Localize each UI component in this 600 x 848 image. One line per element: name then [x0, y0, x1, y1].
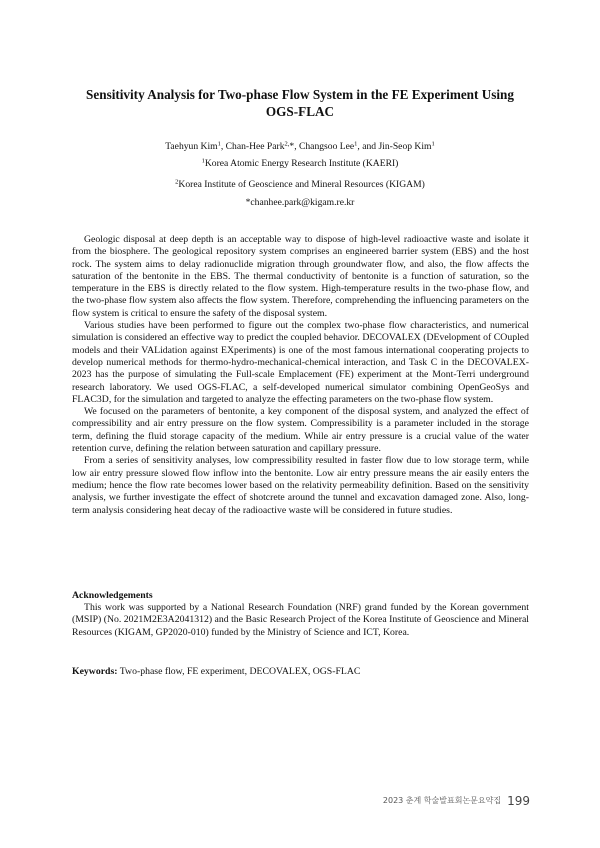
corresponding-email: *chanhee.park@kigam.re.kr: [245, 197, 355, 208]
affiliation-kaeri: [60, 157, 540, 170]
affil-mark: 1: [201, 157, 205, 165]
abstract-paragraph: We focused on the parameters of bentonite, a key component of the disposal system, and analyzed the effect of compressibility and air entry pressure on the flow system. Compressibility is a parameter included in the storage term, defining the fluid storage capacity of the medium. While air entry pressure is a crucial value of the water retention curve, defining the relation between saturation and capillary pressure.: [72, 406, 529, 455]
author-affil-mark: 2,: [284, 140, 290, 148]
author-separator: ,: [220, 141, 226, 152]
keywords-label: Keywords:: [72, 666, 118, 677]
abstract-body: [72, 234, 529, 517]
affil-text: Korea Atomic Energy Research Institute (KAERI): [204, 158, 399, 169]
title-line-1: Sensitivity Analysis for Two-phase Flow System in the FE Experiment Using: [86, 87, 514, 102]
author-affil-mark: 1: [354, 140, 358, 148]
author-affil-mark: 1: [217, 140, 221, 148]
acknowledgements-heading: Acknowledgements: [72, 590, 153, 601]
author-name: Jin-Seop Kim: [378, 141, 432, 152]
paper-title: [70, 86, 530, 120]
abstract-paragraph: Geologic disposal at deep depth is an acceptable way to dispose of high-level radioactive waste and isolate it from the biosphere. The geological repository system comprises an engineered barrier system (EBS) and the host rock. The system aims to delay radionuclide migration through groundwater flow, and also, the flow affects the saturation of the bentonite in the EBS. The thermal conductivity of bentonite is a function of saturation, so the temperature in the EBS is directly related to the flow system. High-temperature results in the two-phase flow, and the two-phase flow system also affects the flow system. Therefore, comprehending the influencing parameters on the flow system is critical to ensure the safety of the disposal system.: [72, 234, 529, 319]
affiliation-kigam: [60, 178, 540, 191]
page-footer: [350, 790, 530, 809]
affil-mark: 2: [175, 178, 179, 186]
keywords-text: Two-phase flow, FE experiment, DECOVALEX, OGS-FLAC: [119, 666, 361, 677]
author-list: [60, 140, 540, 153]
acknowledgements-text: This work was supported by a National Research Foundation (NRF) grand funded by the Korean government (MSIP) (No. 2021M2E3A2041312) and the Basic Research Project of the Korea Institute of Geoscience and Mineral Resources (KIGAM, GP2020-010) funded by the Ministry of Science and ICT, Korea.: [72, 602, 529, 638]
author-separator: , and: [357, 141, 379, 152]
author-separator: *,: [289, 141, 299, 152]
footer-proceedings-title: 2023 춘계 학술발표회논문요약집: [382, 796, 502, 805]
author-name: Changsoo Lee: [298, 141, 355, 152]
keywords-line: [72, 666, 529, 678]
author-affil-mark: 1: [431, 140, 435, 148]
author-name: Chan-Hee Park: [225, 141, 285, 152]
abstract-paragraph: From a series of sensitivity analyses, low compressibility resulted in faster flow due to low storage term, while low air entry pressure slowed flow inflow into the bentonite. Low air entry pressure means the air easily enters the medium; hence the flow rate becomes lower based on the relativity permeability definition. Based on the sensitivity analysis, we further investigate the effect of shotcrete around the tunnel and excavation damaged zone. Also, long-term analysis considering heat decay of the radioactive waste will be considered in future studies.: [72, 455, 529, 516]
page-number: 199: [507, 793, 530, 808]
title-line-2: OGS-FLAC: [265, 104, 335, 119]
abstract-paragraph: Various studies have been performed to figure out the complex two-phase flow characteristics, and numerical simulation is considered an effective way to predict the coupled behavior. DECOVALEX (DEvelopment of COupled models and their VALidation against EXperiments) is one of the most famous international cooperating projects to develop numerical methods for thermo-hydro-mechanical-chemical interaction, and Task C in the DECOVALEX-2023 has the purpose of simulating the Full-scale Emplacement (FE) experiment at the Mont-Terri underground research laboratory. We used OGS-FLAC, a self-developed numerical simulator combining OpenGeoSys and FLAC3D, for the simulation and targeted to analyze the effecting parameters on the two-phase flow system.: [72, 320, 529, 405]
affil-text: Korea Institute of Geoscience and Mineral Resources (KIGAM): [178, 179, 425, 190]
author-name: Taehyun Kim: [165, 141, 218, 152]
